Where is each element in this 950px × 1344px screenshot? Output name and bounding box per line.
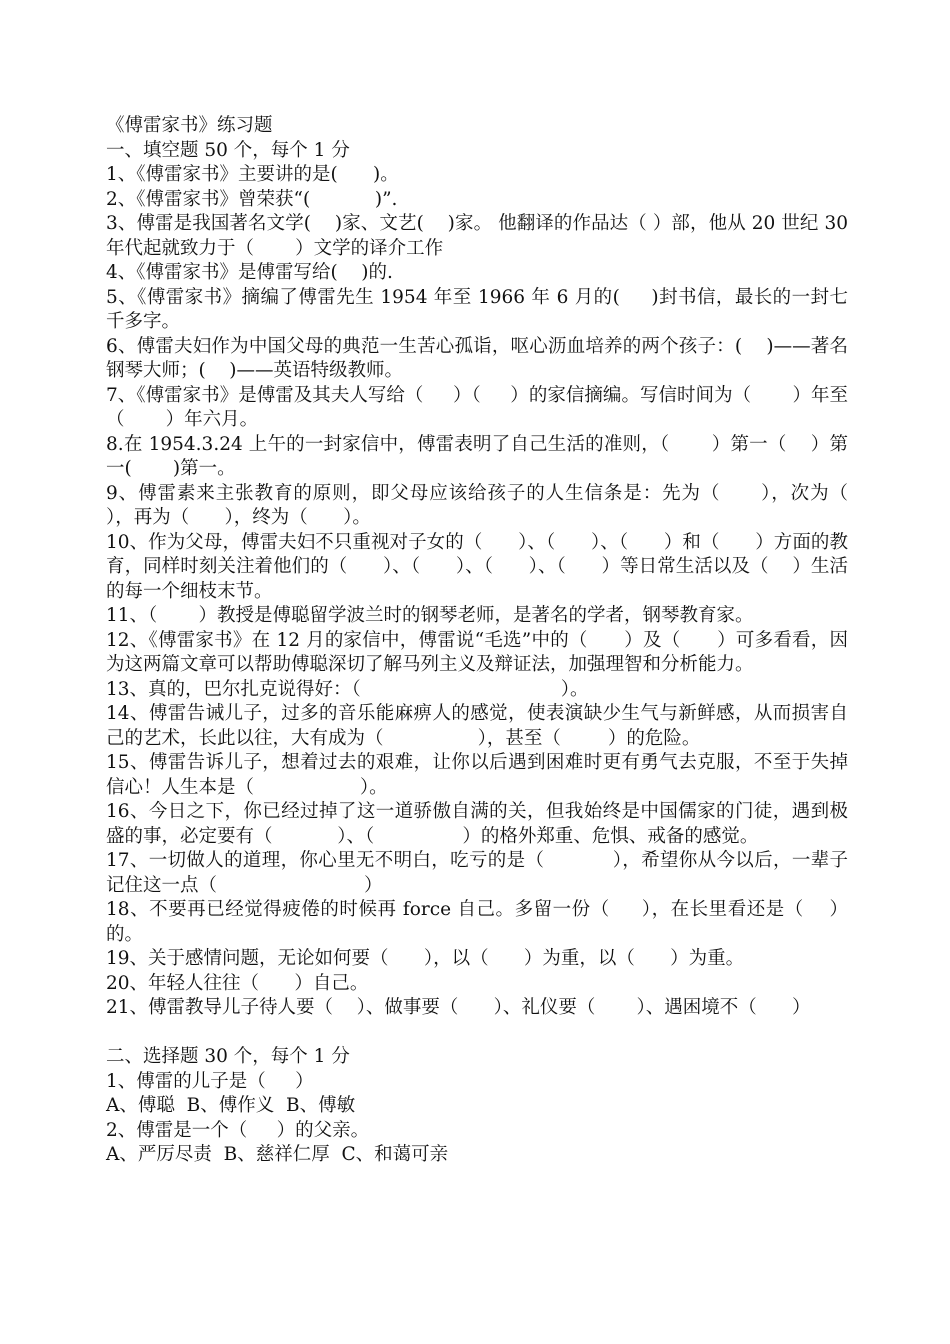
section-heading-fill-in: 一、填空题 50 个，每个 1 分 — [106, 139, 350, 161]
question-fill-2: 2、《傅雷家书》曾荣获“( )”. — [106, 188, 398, 210]
question-fill-14: 14、傅雷告诫儿子，过多的音乐能麻痹人的感觉，使表演缺少生气与新鲜感，从而损害自己的艺术，长此以往，大有成为（ ），甚至（ ）的危险。 — [106, 703, 848, 749]
document-page — [106, 114, 884, 1168]
question-fill-21: 21、傅雷教导儿子待人要（ ）、做事要（ ）、礼仪要（ ）、遇困境不（ ） — [106, 997, 811, 1018]
question-fill-16: 16、今日之下，你已经过掉了这一道骄傲自满的关，但我始终是中国儒家的门徒，遇到极盛的事，必定要有（ ）、（ ）的格外郑重、危惧、戒备的感觉。 — [106, 801, 848, 847]
question-fill-13: 13、真的，巴尔扎克说得好：（ ）。 — [106, 678, 589, 700]
section-heading-choice: 二、选择题 30 个，每个 1 分 — [106, 1046, 350, 1067]
question-fill-6: 6、傅雷夫妇作为中国父母的典范一生苦心孤诣，呕心沥血培养的两个孩子：( )——著名钢琴大师；( )——英语特级教师。 — [106, 335, 848, 381]
question-fill-4: 4、《傅雷家书》是傅雷写给( )的. — [106, 262, 393, 283]
question-fill-5: 5、《傅雷家书》摘编了傅雷先生 1954 年至 1966 年 6 月的( )封书信，最长的一封七千多字。 — [106, 286, 848, 332]
question-fill-12: 12、《傅雷家书》在 12 月的家信中，傅雷说“毛选”中的（ ）及（ ）可多看看，因为这两篇文章可以帮助傅聪深切了解马列主义及辩证法，加强理智和分析能力。 — [106, 629, 848, 675]
question-fill-15: 15、傅雷告诉儿子，想着过去的艰难，让你以后遇到困难时更有勇气去克服，不至于失掉信心！人生本是（ ）。 — [106, 752, 848, 798]
question-fill-8: 8.在 1954.3.24 上午的一封家信中，傅雷表明了自己生活的准则，（ ）第一（ ）第一( )第一。 — [106, 433, 848, 479]
question-choice-2-options: A、严厉尽责 B、慈祥仁厚 C、和蔼可亲 — [106, 1144, 449, 1165]
question-fill-7: 7、《傅雷家书》是傅雷及其夫人写给（ ）（ ）的家信摘编。写信时间为（ ）年至（ ）年六月。 — [106, 384, 848, 430]
question-fill-20: 20、年轻人往往（ ）自己。 — [106, 972, 369, 994]
question-fill-1: 1、《傅雷家书》主要讲的是( )。 — [106, 164, 399, 185]
question-choice-1: 1、傅雷的儿子是（ ） — [106, 1070, 314, 1092]
question-fill-10: 10、作为父母，傅雷夫妇不只重视对子女的（ ）、（ ）、（ ）和（ ）方面的教育，同样时刻关注着他们的（ ）、（ ）、（ ）、（ ）等日常生活以及（ ）生活的每一个细枝末节。 — [106, 531, 848, 602]
question-fill-9: 9、傅雷素来主张教育的原则，即父母应该给孩子的人生信条是：先为（ ），次为（ ），再为（ ），终为（ ）。 — [106, 482, 884, 528]
document-title: 《傅雷家书》练习题 — [106, 115, 273, 136]
question-fill-3: 3、傅雷是我国著名文学( )家、文艺( )家。 他翻译的作品达（ ）部，他从 20 世纪 30 年代起就致力于（ ）文学的译介工作 — [106, 213, 854, 259]
question-fill-17: 17、一切做人的道理，你心里无不明白，吃亏的是（ ），希望你从今以后，一辈子记住这一点（ ） — [106, 850, 848, 896]
question-choice-2: 2、傅雷是一个（ ）的父亲。 — [106, 1119, 370, 1141]
section-spacer — [106, 1021, 848, 1046]
question-choice-1-options: A、傅聪 B、傅作义 B、傅敏 — [106, 1095, 356, 1116]
question-fill-18: 18、不要再已经觉得疲倦的时候再 force 自己。多留一份（ ），在长里看还是（ ）的。 — [106, 899, 848, 945]
question-fill-19: 19、关于感情问题，无论如何要（ ），以（ ）为重，以（ ）为重。 — [106, 948, 745, 969]
question-fill-11: 11、（ ）教授是傅聪留学波兰时的钢琴老师，是著名的学者，钢琴教育家。 — [106, 605, 754, 626]
